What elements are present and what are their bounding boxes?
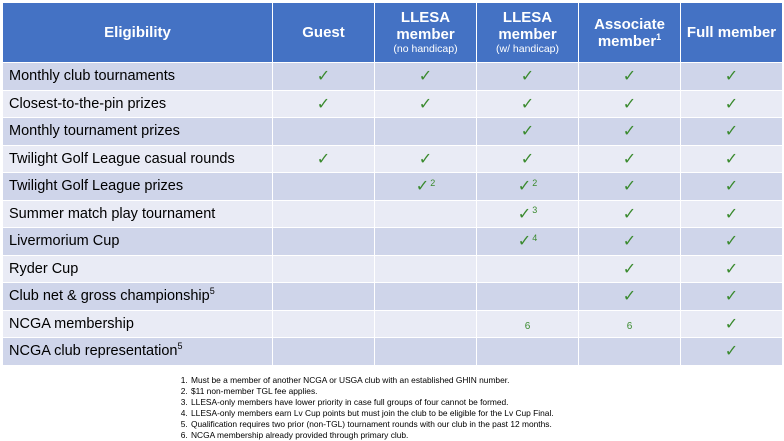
header-llesa-no-handicap-sub: (no handicap)	[393, 43, 458, 55]
header-llesa-no-handicap-title: LLESA member	[396, 9, 455, 43]
cell-llesa-with-handicap	[477, 173, 579, 201]
check-icon: ✓	[724, 315, 739, 333]
check-icon: ✓	[520, 68, 535, 86]
row-label-text: NCGA club representation	[9, 343, 178, 360]
header-associate	[579, 3, 681, 63]
row-label	[3, 118, 273, 146]
cell-llesa-no-handicap	[375, 310, 477, 338]
header-associate-footnote: 1	[656, 31, 662, 42]
check-icon: ✓	[622, 123, 637, 141]
check-icon: ✓	[316, 95, 331, 113]
cell-full	[681, 310, 783, 338]
cell-full	[681, 173, 783, 201]
cell-full	[681, 145, 783, 173]
check-icon: ✓	[520, 123, 535, 141]
row-label	[3, 228, 273, 256]
cell-llesa-with-handicap	[477, 310, 579, 338]
cell-guest	[273, 173, 375, 201]
cell-full	[681, 63, 783, 91]
table-row	[3, 173, 783, 201]
cell-associate	[579, 63, 681, 91]
cell-footnote: 2	[532, 177, 538, 188]
table-row	[3, 118, 783, 146]
check-icon: ✓	[316, 68, 331, 86]
cell-llesa-no-handicap	[375, 338, 477, 366]
cell-footnote: 2	[430, 177, 436, 188]
cell-associate	[579, 310, 681, 338]
cell-llesa-no-handicap	[375, 200, 477, 228]
cell-guest	[273, 228, 375, 256]
check-icon: ✓	[517, 233, 532, 251]
footnote-item: 1. Must be a member of another NCGA or USGA club with an established GHIN number.	[190, 375, 554, 386]
cell-llesa-no-handicap	[375, 63, 477, 91]
cell-llesa-with-handicap	[477, 63, 579, 91]
cell-guest	[273, 200, 375, 228]
row-label	[3, 63, 273, 91]
check-icon: ✓	[724, 343, 739, 361]
table-row	[3, 283, 783, 311]
cell-associate	[579, 228, 681, 256]
cell-associate	[579, 200, 681, 228]
cell-guest	[273, 338, 375, 366]
cell-guest	[273, 90, 375, 118]
cell-associate	[579, 118, 681, 146]
footnote-item: 5. Qualification requires two prior (non-TGL) tournament rounds with our club in the past 12 months.	[190, 419, 554, 430]
check-icon: ✓	[622, 260, 637, 278]
table-row	[3, 228, 783, 256]
check-icon: ✓	[418, 150, 433, 168]
row-label-text: Twilight Golf League prizes	[9, 178, 184, 195]
row-label-text: Monthly club tournaments	[9, 68, 176, 85]
check-icon: ✓	[724, 205, 739, 223]
row-label-text: NCGA membership	[9, 315, 134, 332]
cell-full	[681, 90, 783, 118]
cell-associate	[579, 255, 681, 283]
check-icon: ✓	[316, 150, 331, 168]
check-icon: ✓	[724, 95, 739, 113]
cell-llesa-with-handicap	[477, 255, 579, 283]
row-label-text: Twilight Golf League casual rounds	[9, 150, 235, 167]
row-label	[3, 173, 273, 201]
header-row	[3, 3, 783, 63]
table-row	[3, 145, 783, 173]
cell-associate	[579, 338, 681, 366]
row-label-text: Monthly tournament prizes	[9, 123, 180, 140]
header-eligibility: Eligibility	[3, 3, 273, 63]
footnote-item: 2. $11 non-member TGL fee applies.	[190, 386, 554, 397]
header-llesa-with-handicap-title: LLESA member	[498, 9, 557, 43]
check-icon: ✓	[622, 288, 637, 306]
table-row	[3, 200, 783, 228]
check-icon: ✓	[418, 95, 433, 113]
table-row	[3, 255, 783, 283]
cell-full	[681, 200, 783, 228]
footnote-item: 4. LLESA-only members earn Lv Cup points but must join the club to be eligible for the Lv Cup Final.	[190, 408, 554, 419]
cell-llesa-with-handicap	[477, 283, 579, 311]
row-label	[3, 255, 273, 283]
check-icon: ✓	[724, 233, 739, 251]
row-label-text: Livermorium Cup	[9, 233, 120, 250]
cell-llesa-no-handicap	[375, 90, 477, 118]
row-label	[3, 145, 273, 173]
row-label-footnote: 5	[209, 286, 215, 297]
cell-guest	[273, 255, 375, 283]
cell-llesa-with-handicap	[477, 200, 579, 228]
row-label-text: Closest-to-the-pin prizes	[9, 95, 167, 112]
table-row	[3, 63, 783, 91]
header-associate-title: Associate member	[594, 15, 665, 50]
cell-llesa-with-handicap	[477, 338, 579, 366]
cell-llesa-no-handicap	[375, 283, 477, 311]
check-icon: ✓	[724, 288, 739, 306]
check-icon: ✓	[415, 178, 430, 196]
cell-footnote: 3	[532, 205, 538, 216]
cell-associate	[579, 173, 681, 201]
header-full: Full member	[681, 3, 783, 63]
cell-associate	[579, 145, 681, 173]
footnotes-list	[172, 375, 554, 441]
table-row	[3, 90, 783, 118]
row-label	[3, 338, 273, 366]
cell-footnote: 6	[626, 320, 633, 332]
cell-full	[681, 118, 783, 146]
row-label	[3, 90, 273, 118]
cell-full	[681, 338, 783, 366]
header-llesa-no-handicap	[375, 3, 477, 63]
check-icon: ✓	[517, 205, 532, 223]
check-icon: ✓	[724, 178, 739, 196]
check-icon: ✓	[418, 68, 433, 86]
footnote-item: 3. LLESA-only members have lower priority in case full groups of four cannot be formed.	[190, 397, 554, 408]
cell-llesa-no-handicap	[375, 173, 477, 201]
cell-llesa-with-handicap	[477, 90, 579, 118]
cell-associate	[579, 283, 681, 311]
header-guest: Guest	[273, 3, 375, 63]
row-label-footnote: 5	[177, 341, 183, 352]
check-icon: ✓	[622, 68, 637, 86]
check-icon: ✓	[724, 150, 739, 168]
row-label	[3, 283, 273, 311]
cell-footnote: 4	[532, 232, 538, 243]
cell-full	[681, 255, 783, 283]
check-icon: ✓	[520, 150, 535, 168]
check-icon: ✓	[622, 178, 637, 196]
row-label-text: Club net & gross championship	[9, 288, 210, 305]
check-icon: ✓	[520, 95, 535, 113]
table-row	[3, 310, 783, 338]
eligibility-table	[2, 2, 783, 366]
cell-llesa-no-handicap	[375, 255, 477, 283]
row-label	[3, 200, 273, 228]
cell-guest	[273, 118, 375, 146]
cell-full	[681, 228, 783, 256]
table-row	[3, 338, 783, 366]
check-icon: ✓	[724, 260, 739, 278]
cell-guest	[273, 310, 375, 338]
check-icon: ✓	[622, 95, 637, 113]
header-llesa-with-handicap-sub: (w/ handicap)	[495, 43, 560, 55]
row-label	[3, 310, 273, 338]
cell-llesa-with-handicap	[477, 228, 579, 256]
check-icon: ✓	[724, 68, 739, 86]
cell-llesa-with-handicap	[477, 118, 579, 146]
header-llesa-with-handicap	[477, 3, 579, 63]
cell-guest	[273, 63, 375, 91]
cell-footnote: 6	[524, 320, 531, 332]
check-icon: ✓	[622, 205, 637, 223]
cell-associate	[579, 90, 681, 118]
cell-guest	[273, 145, 375, 173]
check-icon: ✓	[724, 123, 739, 141]
check-icon: ✓	[517, 178, 532, 196]
cell-guest	[273, 283, 375, 311]
check-icon: ✓	[622, 150, 637, 168]
row-label-text: Summer match play tournament	[9, 205, 216, 222]
cell-llesa-no-handicap	[375, 145, 477, 173]
row-label-text: Ryder Cup	[9, 260, 79, 277]
cell-llesa-with-handicap	[477, 145, 579, 173]
cell-llesa-no-handicap	[375, 228, 477, 256]
check-icon: ✓	[622, 233, 637, 251]
footnote-item: 6. NCGA membership already provided through primary club.	[190, 430, 554, 441]
cell-full	[681, 283, 783, 311]
cell-llesa-no-handicap	[375, 118, 477, 146]
